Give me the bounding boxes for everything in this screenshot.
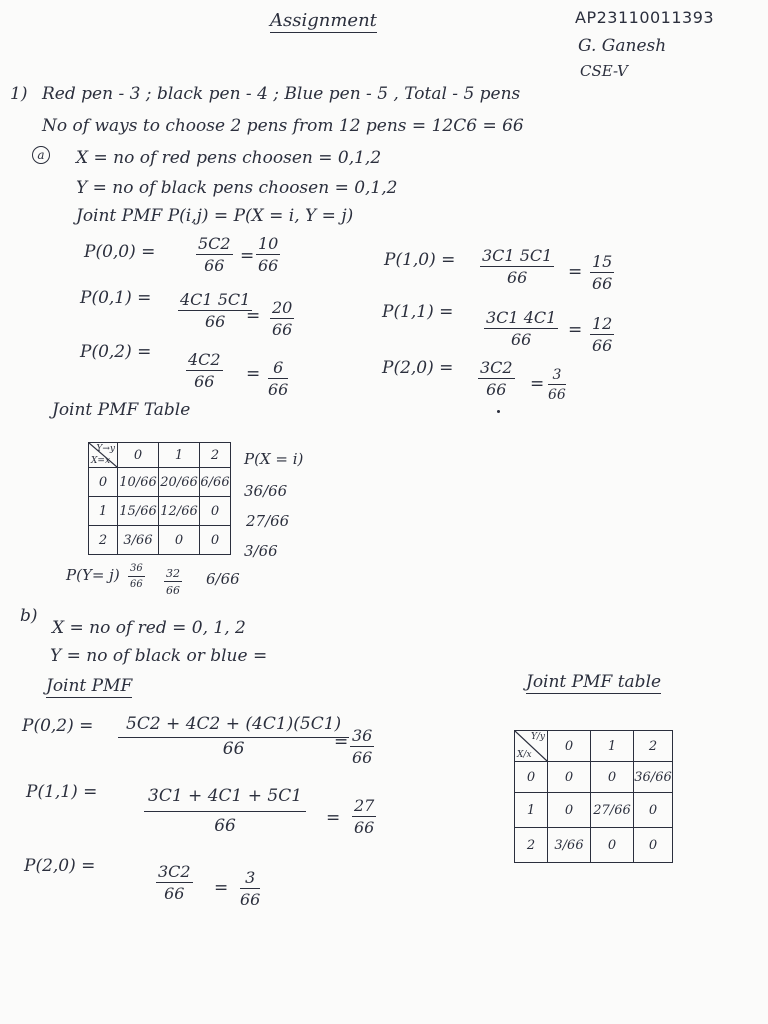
marginal-x-value: 3/66 [244,542,278,560]
p02-den2: 66 [268,380,289,399]
table-cell: 0 [159,526,200,555]
p00-den1: 66 [204,256,225,275]
marginal-y-frac [164,568,182,596]
p01-frac2 [270,300,294,338]
col-header: 1 [159,443,200,468]
equals: = [568,262,583,282]
table-row [89,497,231,526]
b-p02-den2: 66 [352,748,373,767]
table-row [89,526,231,555]
p11-lhs: P(1,1) = [382,302,454,322]
marginal-y-den: 66 [130,579,143,590]
table-cell: 15/66 [118,497,159,526]
col-header: 0 [118,443,159,468]
b-p20-den2: 66 [240,890,261,909]
p00-lhs: P(0,0) = [84,242,156,262]
p10-lhs: P(1,0) = [384,250,456,270]
equals: = [246,364,261,384]
p01-num2: 20 [272,298,293,317]
b-p11-num2: 27 [354,796,375,815]
joint-pmf-table-b [514,730,673,863]
p02-frac2 [268,360,288,398]
y-definition: Y = no of black pens choosen = 0,1,2 [76,178,398,198]
equals: = [326,808,341,828]
marginal-y-den: 66 [166,584,180,597]
b-p11-frac2 [352,798,376,836]
p02-frac1 [186,352,223,390]
table-cell: 0 [548,793,591,828]
p11-den2: 66 [592,336,613,355]
p20-num1: 3C2 [480,358,513,377]
b-p20-num2: 3 [245,868,256,887]
table-cell: 0 [591,762,634,793]
p11-den1: 66 [510,330,532,349]
b-p11-den: 66 [214,816,236,836]
p00-frac1 [196,236,233,274]
table-cell: 0 [634,793,673,828]
b-p20-lhs: P(2,0) = [24,856,96,876]
b-y-definition: Y = no of black or blue = [50,646,268,666]
part-b-label: b) [20,606,38,626]
equals: = [246,306,261,326]
b-p20-den: 66 [164,884,185,903]
b-p02-frac2 [350,728,374,766]
table-cell: 12/66 [159,497,200,526]
b-p02-num2: 36 [352,726,373,745]
b-p02-lhs: P(0,2) = [22,716,94,736]
marginal-x-header: P(X = i) [244,450,304,468]
corner-x-label: X/x [517,750,532,760]
table-row [89,468,231,497]
b-p20-frac1 [156,864,193,902]
p00-frac2 [256,236,280,274]
b-p02-frac1 [118,716,349,758]
section: CSE-V [580,62,628,80]
p10-den2: 66 [592,274,613,293]
corner-y-label: Y→y [96,444,115,454]
p02-lhs: P(0,2) = [80,342,152,362]
student-name: G. Ganesh [578,36,667,56]
table-cell: 0 [634,828,673,863]
p11-num1: 3C1 4C1 [486,308,557,327]
marginal-y-num: 36 [130,563,143,574]
p01-num1: 4C1 5C1 [180,290,251,309]
question-number: 1) [10,84,28,104]
marginal-y-value: 6/66 [206,570,240,588]
table-cell: 0 [200,526,231,555]
corner-diagonal [89,443,117,467]
row-header: 0 [89,468,118,497]
p20-frac1 [478,360,515,398]
table-row [515,828,673,863]
p11-frac1 [484,310,558,348]
marginal-y-num: 32 [166,567,180,580]
p01-den2: 66 [272,320,293,339]
col-header: 2 [200,443,231,468]
assignment-title: Assignment [270,10,377,31]
p10-den1: 66 [506,268,528,287]
p20-den2: 66 [548,387,566,403]
joint-pmf-table-a [88,442,231,555]
p01-lhs: P(0,1) = [80,288,152,308]
equals: = [214,878,229,898]
p01-frac1 [178,292,252,330]
table-row [515,762,673,793]
b-p11-num: 3C1 + 4C1 + 5C1 [148,786,303,806]
p10-num1: 3C1 5C1 [482,246,553,265]
p00-den2: 66 [258,256,279,275]
table-cell: 0 [548,762,591,793]
table-corner-cell [89,443,118,468]
p11-num2: 12 [592,314,613,333]
table-cell: 3/66 [548,828,591,863]
marginal-x-value: 27/66 [246,512,290,530]
b-table-title: Joint PMF table [526,672,662,692]
p00-num1: 5C2 [198,234,231,253]
p02-num2: 6 [273,358,284,377]
p10-frac1 [480,248,554,286]
equals: = [240,246,255,266]
col-header: 2 [634,731,673,762]
equals: = [568,320,583,340]
p10-frac2 [590,254,614,292]
table-header-row [515,731,673,762]
p10-num2: 15 [592,252,613,271]
row-header: 2 [89,526,118,555]
equals: = [334,732,349,752]
x-definition: X = no of red pens choosen = 0,1,2 [76,148,382,168]
table-header-row [89,443,231,468]
marginal-y-label: P(Y= j) [66,566,120,584]
b-p20-frac2 [240,870,260,908]
table-cell: 0 [200,497,231,526]
marginal-y-frac [128,564,145,590]
b-joint-title: Joint PMF [46,676,133,696]
table-cell: 3/66 [118,526,159,555]
col-header: 1 [591,731,634,762]
student-id: AP23110011393 [575,8,715,27]
row-header: 1 [515,793,548,828]
row-header: 2 [515,828,548,863]
table-a-title: Joint PMF Table [52,400,191,420]
corner-x-label: X=x [91,456,111,466]
part-a-marker [32,146,50,164]
col-header: 0 [548,731,591,762]
equals: = [530,374,545,394]
table-cell: 36/66 [634,762,673,793]
b-p11-frac1 [144,788,306,835]
corner-y-label: Y/y [530,732,545,742]
p20-den1: 66 [486,380,507,399]
b-p02-den: 66 [222,739,245,759]
p20-frac2 [548,368,566,402]
p02-num1: 4C2 [188,350,221,369]
table-cell: 6/66 [200,468,231,497]
joint-pmf-def: Joint PMF P(i,j) = P(X = i, Y = j) [76,206,354,226]
table-row [515,793,673,828]
row-header: 1 [89,497,118,526]
p11-frac2 [590,316,614,354]
ways-line: No of ways to choose 2 pens from 12 pens = 12C6 = 66 [42,116,524,136]
marginal-x-value: 36/66 [244,482,288,500]
table-cell: 10/66 [118,468,159,497]
p01-den1: 66 [204,312,226,331]
corner-diagonal [515,731,547,761]
b-x-definition: X = no of red = 0, 1, 2 [52,618,246,638]
p00-num2: 10 [258,234,279,253]
stray-dot [497,410,500,413]
p02-den1: 66 [194,372,215,391]
given-line: Red pen - 3 ; black pen - 4 ; Blue pen - 5 , Total - 5 pens [42,84,521,104]
p20-lhs: P(2,0) = [382,358,454,378]
table-cell: 27/66 [591,793,634,828]
row-header: 0 [515,762,548,793]
b-p11-den2: 66 [354,818,375,837]
b-p20-num: 3C2 [158,862,191,881]
table-corner-cell [515,731,548,762]
part-a-label: a [32,146,50,164]
b-p02-num: 5C2 + 4C2 + (4C1)(5C1) [126,714,342,734]
table-cell: 20/66 [159,468,200,497]
table-cell: 0 [591,828,634,863]
b-p11-lhs: P(1,1) = [26,782,98,802]
p20-num2: 3 [552,367,562,383]
